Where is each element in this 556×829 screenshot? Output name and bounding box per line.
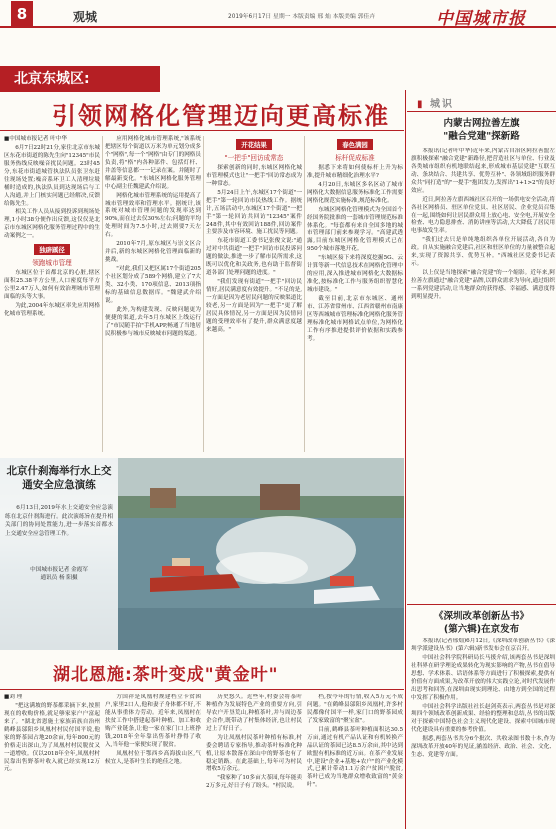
issue-line: 2019年6月17日 星期一 本版责编 邢 灿 本版美编 郭佳卉 [228, 14, 376, 20]
news-photo [0, 458, 404, 650]
paragraph: 本报讯(记者叶中华)近年来,内蒙古自治区阿拉善盟左旗积极探索"融合党建"新路径,把营造社区与单位、行业及各类城市组织有机地联结起来,形成城市基层党建"互联互动、条块结合、共建共享、优势互补"、各领域组织服务群众共"同打造"的"一提手"抱团发力,发挥出"1+1>2"的良好效应。 [411, 148, 555, 194]
bottom-col1-paragraphs [4, 703, 100, 774]
lead-kicker: 北京东城区: [0, 66, 160, 92]
bottom-headline: 湖北恩施:茶叶变成"黄金叶" [53, 665, 279, 685]
photo-text: 6月13日,2019年水上交通安全应急演练在北京什刹海进行。此次演练旨在提升相关部门的协同处置能力,进一步落实首都水上交通安全应急管理工作。 [5, 505, 113, 537]
lead-col1b-paragraphs [4, 270, 100, 319]
bottom-rule [0, 689, 404, 690]
paragraph: 应用网格化城市管理系统,"该系统把辖区每个街道以万米为单元划分成多个"网格",每一个"网格"由专门的网格员负责,将"格"内各种部件、包括灯杆、井盖等信息都一一记录在案。并随时了解最新变化。"东城区网格化服务管理中心副主任魏建武介绍说。 [105, 136, 201, 190]
paragraph: 截至目前,北京市东城区、通州市、江苏省常州市、江西省赣州市南康区等西城城市管理标准化网格化服务管理标准化城市网格试点单位,为网格化工作有序推进提供评价依据和实践参考。 [307, 295, 403, 342]
lead-column-2 [105, 136, 201, 339]
paragraph: 方国祥是凤凰村规建档立卡贫困户,家里2口人,他和妻子身体都不好,不能从事重体力劳动。近年来,凤凰村在扶贫工作中搭建起茶叶种植、加工和收购产业链条,让他一家在家门口上班挣钱,2018年全年靠出售茶叶挣得了收入,当年他一家便实现了脱贫。 [105, 694, 201, 748]
section-tag-1 [4, 244, 100, 267]
paragraph: "我们发现有街道"一把手"回访民情好,居民满意度有效提升。"不足的是,一方面是因为老居民问题的反映渠道比较老,另一方面是因为"一把手"更了解居民具体情况,另一方面是因为民情问题的受理效率有了提升,群众满意度越来越高。" [206, 279, 302, 333]
paragraph: "对此,我们又把区属17个街道205个社区划分成了589个网格,建立了7大类、32小类、170项信息、2013项指标的基础信息数据库。"魏建武介绍说。 [105, 266, 201, 304]
section-tag-3 [206, 139, 302, 162]
section-tag-4 [307, 139, 403, 162]
masthead [0, 0, 556, 28]
section-sub-1: 领跑城市管理 [32, 259, 72, 268]
paragraph: "东城区接下来将深度挖掘5G、云计算等新一代信息技术在网格化管理中的应用,深入推进城市网格化大数据标准化,按标准化工作与服务组织智慧化城市建设。" [307, 255, 403, 293]
paragraph: 探索创新的同时,东城区网格化城市管理模式也让"一把手"回访常态成为一种常态。 [206, 164, 302, 187]
section-chip-3: 开花结果 [236, 139, 272, 150]
paragraph: 近日,阿拉善左旗西城社区召开的一场供电安全活动,将各社区网格员、驻区单位党员、社区居民、企业党员召集在一起,围绕如何让居民群众用上放心电、安全电,开展安全检查、电力隐患排查、消防讲座等活动,大大降低了居民用电事故发生率。 [411, 196, 555, 235]
lead-byline: ■中国城市报记者 叶中华 [4, 136, 68, 142]
bottom-col3-paragraphs [206, 694, 302, 791]
lead-column-4 [307, 136, 403, 345]
lead-col2-paragraphs [105, 136, 201, 338]
page-number: 8 [11, 1, 33, 27]
paragraph: 东城区网格化管理模式为全国首个经国务院批准的一套城市管理规范标准体系化。"每套都有来自全国多地的城市管理部门前来参观学习。"高建武透露,目前东城区网格化管理模式已在950个城市落地开花。 [307, 206, 403, 253]
paragraph: 中国社会科学院科研局长马援介绍,该两套丛书是深圳社科界在研学理论成果转化为现实影响的产物,丛书在倡导思想、学术体系、话语体系等方面进行了积极探索,提供有价值有方面成果,为改革开放的伟大实践立论,对时代发展作出思考和回答,在深圳由现实到理论、由地方到全国的过程中发挥了积极作用。 [411, 654, 555, 701]
lead-column-3 [206, 136, 302, 336]
paragraph: 此外,为构建发现、反映问题更为便捷的渠道,去年5月东城区上线运行了"市民随手拍"手机APP,畅通了当地居民积极参与城市反映城市问题的渠道。 [105, 306, 201, 337]
bottom-col4-paragraphs [307, 694, 403, 790]
section-chip-4: 春色满园 [337, 139, 373, 150]
bottom-column-4 [307, 694, 403, 828]
sidebar-article-2-title: 《深圳改革创新丛书》 (第六辑)在京发布 [407, 604, 556, 637]
paragraph: 据悉,两套丛书共分6个批次、共收录图书数十本,作为深圳改革开放40年的见证,涵盖经济、政治、社会、文化、生态、党建等方面。 [411, 736, 555, 759]
paragraph: 据悉下来将如何使标杆上升为标准,提升城市精细化治理水平? [307, 164, 403, 179]
sidebar-article-1-body [411, 148, 555, 600]
lead-column-1 [4, 136, 100, 320]
paragraph: 相关工作人员从接到投诉到现场处理,1小时38分便作出反馈,这仅仅是北京市东城区网格化服务管理过程中的生动案例之一。 [4, 209, 100, 240]
lead-col4-paragraphs [307, 165, 403, 344]
paragraph: 东花市街道工委书记张俊文说:"通过对中共街道"一把手"回访市民投诉问题的做法,推进一步了解市民所需求,这既可以优化和关政务,也有助于监督街道各部门处理问题的进度。" [206, 238, 302, 277]
sidebar-article-2-paragraphs [411, 638, 555, 760]
sidebar-band-label: ▮ 城识 [417, 99, 454, 110]
paragraph: 本报讯(记者邢灿)6月12日,《深圳改革创新丛书》《深圳学派建设丛书》(第六辑)新书发布会在京召开。 [411, 638, 555, 652]
column-rule [102, 136, 103, 452]
section-sub-3: "一把手"回访成常态 [224, 153, 284, 162]
paper-logo: 中国城市报 [436, 9, 526, 29]
column-rule [203, 136, 204, 452]
photo-title: 北京什刹海举行水上交通安全应急演练 [6, 465, 112, 492]
right-sidebar [407, 90, 556, 829]
paragraph: 中国社会科学出版社社长赵剑英表示,两套丛书是对深圳四个领域改革创新成果、经验的整理和总结,丛书的出版对于探索中国特色社会主义现代化建设、探索中国城市现代化建设具有重要的参考价值。 [411, 703, 555, 734]
bottom-col2-paragraphs [105, 694, 201, 766]
photo-credit: 中国城市报记者 金霞军 通讯员 杨 阳摄 [30, 566, 88, 582]
section-chip-1: 独辟蹊径 [34, 244, 70, 255]
photo-caption [0, 458, 118, 650]
paragraph: 凤凰村位于鄂西乡高海拔山区,气候宜人,是茶叶生长的绝佳之地。 [105, 750, 201, 765]
paragraph: 5月24日上午,东城区17个街道"一把手"第一轮回访市民热线工作。据统计,五场活动中,东城区17个街道"一把手"第一轮回访共回访"12345"案件248件,其中有效回访188件,回访案件主要涉及市容环境、施工扰民等问题。 [206, 189, 302, 236]
paragraph: "把这满坡的野茶都采摘下来,按照现在的收购价格,就足够家家户户富起来了。"湖北省恩施土家族苗族自治州鹤峰县邬阳乡凤凰村村民付国平说,他家的野茶园占地20余亩,每年800元的价格走出深山,为了凤凰村村民脱贫又一道增收。仅以2018年全年,凤凰村村民靠出售野茶叶收入就已经实现12万元。 [4, 702, 100, 773]
lead-col1-paragraphs [4, 145, 100, 241]
sidebar-band [407, 90, 556, 112]
paragraph: 为让凤凰村民茶叶种植有标准,村委会聘请专家指导,推动茶叶标准化种植,让原本散落在深山中的野茶也有了稳定销路。在此基础上,每年可为村民增收5万余元。 [206, 734, 302, 773]
bottom-byline: ■刘 理 [4, 694, 23, 700]
paragraph: "我们过去只是单纯地组织各单位开展活动,各自为政。自从实施融合党建后,社区和驻区单位的力量被整合起来,实现了资源共享、优势互补。"西城社区党委书记表示。 [411, 237, 555, 268]
bottom-column-3 [206, 694, 302, 828]
bottom-column-1 [4, 694, 100, 828]
paragraph: "我家种了10多亩大茶园,每年能卖2万多元,好日子有了盼头。"村民说。 [206, 775, 302, 790]
paragraph: 目前,鹤峰县茶叶种植面积达30.5万亩,通过有机产品认证和有机转换产品认证的茶园已达8.5万余亩,其中达到欧盟有机标准的近万亩。在茶产业发展中,建设"企业+基地+农户"的产业化模式,已累计带动1.1万余户贫困户脱贫,茶叶已成为当地群众增收致富的"黄金叶"。 [307, 726, 403, 789]
paragraph: 6月7日22时21分,家住北京市东城区东花市街道的陈先生向"12345"市民服务热线反映噪音扰民问题。23时45分,东花市街道城管执法队员张卫东赶往现场处置;噪音系环卫工人清理垃圾桶时造成的,执法队员到达现场后与工人沟通,并上门核实问题已经解决,反馈给陈先生。 [4, 144, 100, 207]
paragraph: 历史悠久。近些年,村委会将茶叶种植作为发展特色产业的重要方向,引导农户开垦荒山,种植茶叶,并与周边茶企合作,既带动了村集体经济,也让村民过上了好日子。 [206, 694, 302, 732]
right-column-rule [405, 90, 406, 829]
headline-rule [0, 130, 404, 131]
paragraph: 为此,2004年东城区率先应用网格化城市管理系统。 [4, 302, 100, 317]
paragraph: 东城区位于首都北京的心脏,辖区面积25.38平方公里,人口密度每平方公里2.47万人,如何有效治理城市管理面临的头等大事。 [4, 270, 100, 300]
paragraph: 档,按今年的行情,收入5万元不成问题。"在鹤峰县邬阳乡凤凰村,许多村民都像付国平一样,家门口的野茶园成了发家致富的"聚宝盆"。 [307, 694, 403, 724]
column-rule [304, 136, 305, 452]
paragraph: 2010年7月,原东城区与崇文区合并后,新的东城区网格化管理面临新的挑战。 [105, 241, 201, 264]
sidebar-article-1-paragraphs [411, 148, 555, 302]
sidebar-article-1-title: 内蒙古网拉善左旗 "融合党建"探新路 [443, 118, 520, 142]
paragraph: 以上仅是当地探索"融合党建"的一个缩影。近年来,阿拉善左旗通过"融合党建"品牌,以群众需求为导向,通过组织一系列党建活动,让当地群众的获得感、幸福感、满意度得到明显提升。 [411, 270, 555, 300]
paragraph: 4月20日,东城区多名区动了城市网格化大数据信息服务标准化工作需要网格化规范实施标准,规范标准化。 [307, 181, 403, 204]
bottom-column-2 [105, 694, 201, 828]
sidebar-article-2-body [411, 638, 555, 826]
section-name: 观城 [73, 10, 98, 24]
lead-col3-paragraphs [206, 165, 302, 335]
lead-headline: 引领网格化管理迈向更高标准 [52, 102, 390, 130]
paragraph: 网格化城市管理系统的运用提高了城市管理效率和管理水平。据统计,该系统对城市管理问题的发现率达到90%,而在过去仅30%左右;问题的平均处理时间为7.5小时,过去则要7天左右。 [105, 192, 201, 239]
section-sub-4: 标杆促成标准 [335, 153, 375, 162]
